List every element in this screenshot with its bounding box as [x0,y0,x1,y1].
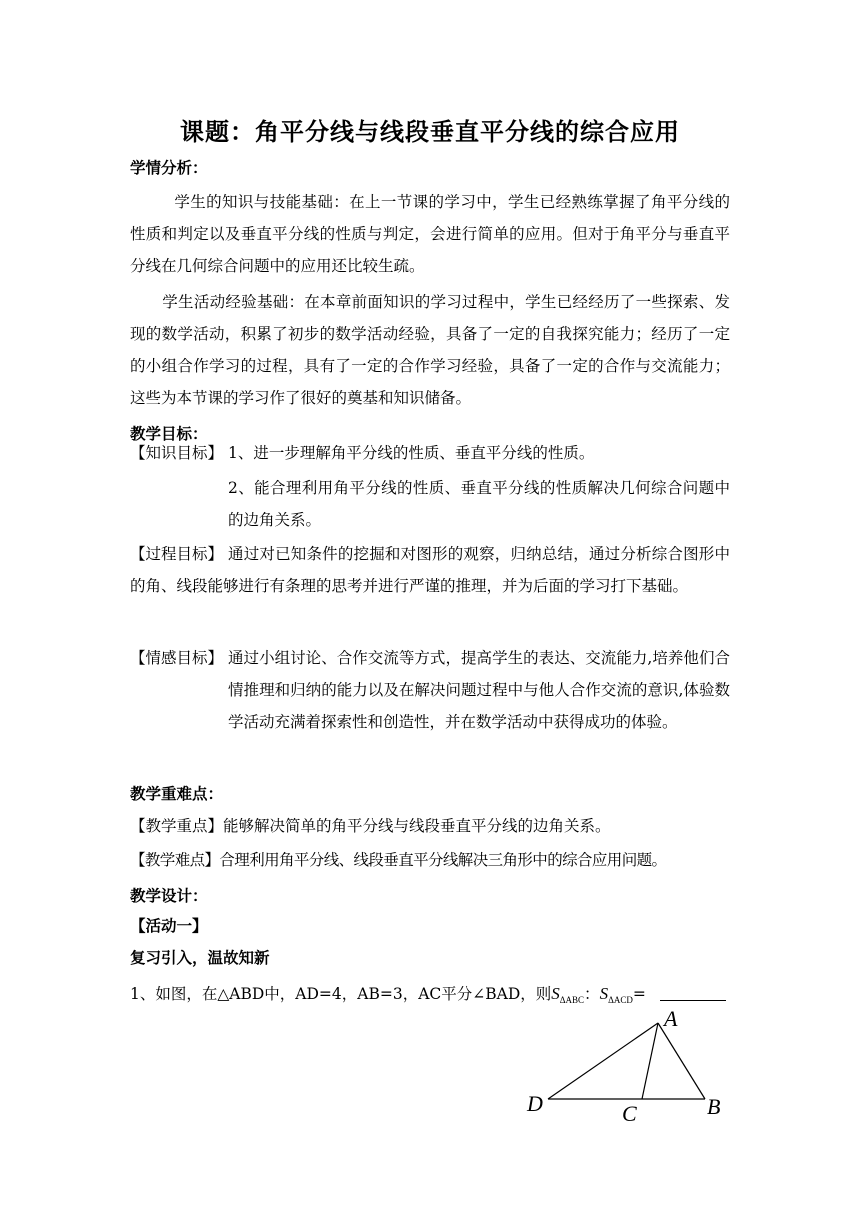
label-d: D [527,1091,543,1116]
activity-label: 【活动一】 [130,917,208,935]
segment-ab [658,1023,705,1099]
area-acd-s: S [599,984,609,1003]
question-1-text: 1、如图，在△ABD中，AD=4，AB=3，AC平分∠BAD，则 [130,985,552,1003]
goal-emotion-text: 通过小组讨论、合作交流等方式，提高学生的表达、交流能力,培养他们合情推理和归纳的能力以及在解决问题过程中与他人合作交流的意识,体验数学活动充满着探索性和创造性，并在数学活动中获得成功的体验。 [228,649,730,731]
page-title: 课题：角平分线与线段垂直平分线的综合应用 [180,118,680,146]
heading-xueqing: 学情分析： [130,159,208,177]
heading-mubiao: 教学目标： [130,425,208,443]
area-abc-sub: ΔABC [559,995,585,1005]
heading-zhongnan: 教学重难点： [130,785,224,803]
goal-knowledge-item-2: 2、能合理利用角平分线的性质、垂直平分线的性质解决几何综合问题中的边角关系。 [228,479,730,529]
segment-ac [642,1023,658,1099]
heading-sheji: 教学设计： [130,887,208,905]
key-point-text: 能够解决简单的角平分线与线段垂直平分线的边角关系。 [223,817,611,835]
goal-knowledge-item-1: 1、进一步理解角平分线的性质、垂直平分线的性质。 [228,444,595,462]
area-acd-sub: ΔACD [608,995,633,1005]
label-b: B [707,1094,721,1119]
label-c: C [622,1101,637,1126]
equals-sign: = [632,985,646,1003]
paragraph-activity-basis-text: 学生活动经验基础：在本章前面知识的学习过程中，学生已经经历了一些探索、发现的数学活动，积累了初步的数学活动经验，具备了一定的自我探究能力；经历了一定的小组合作学习的过程，具有了一定的合作学习经验，具备了一定的合作与交流能力；这些为本节课的学习作了很好的奠基和知识储备。 [130,293,730,407]
goal-process-label: 【过程目标】 [130,545,224,563]
area-abc-s: S [551,984,560,1003]
ratio-colon: ： [584,985,600,1003]
key-point-label: 【教学重点】 [130,817,224,835]
difficult-point-label: 【教学难点】 [130,851,220,869]
difficult-point-text: 合理利用角平分线、线段垂直平分线解决三角形中的综合应用问题。 [219,851,667,869]
label-a: A [664,1006,678,1031]
goal-emotion-label: 【情感目标】 [130,649,224,667]
activity-title: 复习引入，温故知新 [130,949,270,967]
paragraph-knowledge-basis-text: 学生的知识与技能基础：在上一节课的学习中，学生已经熟练掌握了角平分线的性质和判定以及垂直平分线的性质与判定，会进行简单的应用。但对于角平分与垂直平分线在几何综合问题中的应用还比较生疏。 [130,193,730,275]
goal-knowledge-label: 【知识目标】 [130,444,224,462]
goal-process-content: 通过对已知条件的挖掘和对图形的观察，归纳总结，通过分析综合图形中的角、线段能够进行有条理的思考并进行严谨的推理，并为后面的学习打下基础。 [130,545,730,595]
segment-da [548,1023,658,1099]
